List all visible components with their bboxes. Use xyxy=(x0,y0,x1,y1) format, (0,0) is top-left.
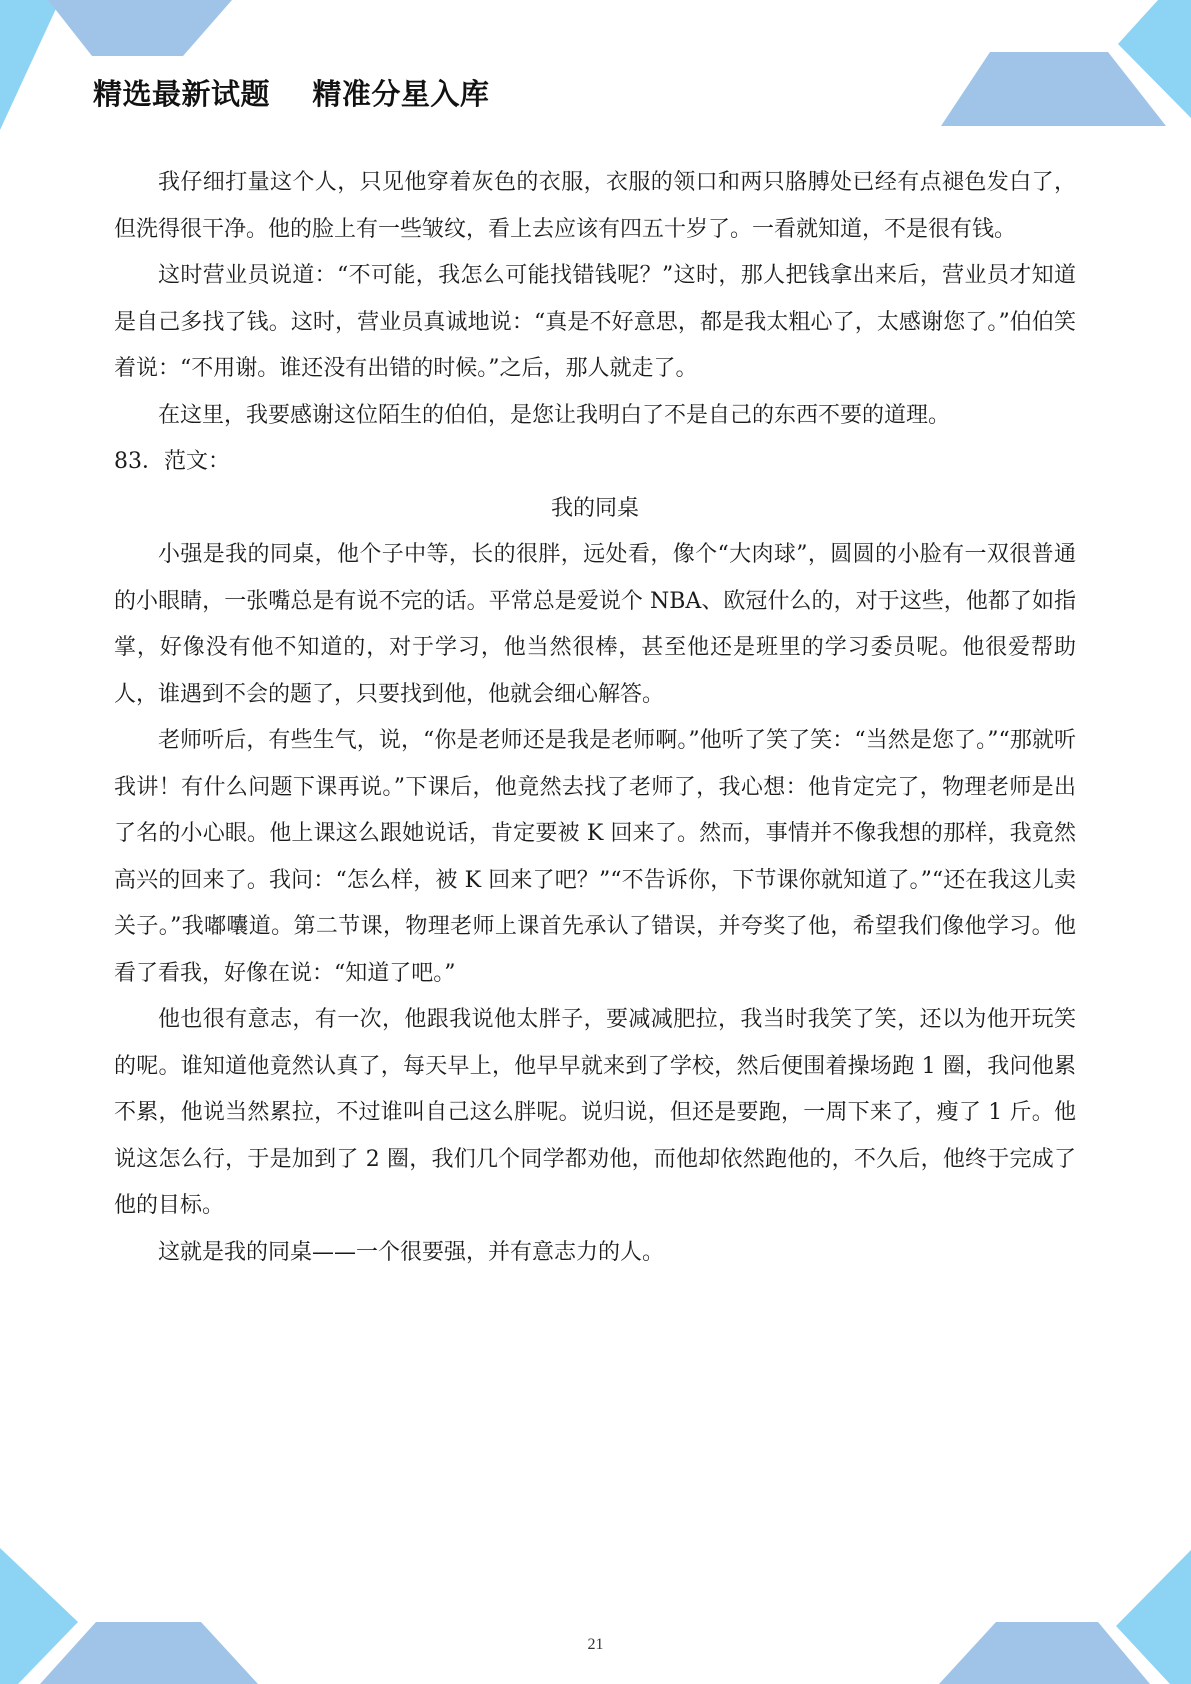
essay-paragraph-2: 老师听后，有些生气，说，“你是老师还是我是老师啊。”他听了笑了笑：“当然是您了。”“那就听我讲！有什么问题下课再说。”下课后，他竟然去找了老师了，我心想：他肯定完了，物理老师是出了名的小心眼。他上课这么跟她说话，肯定要被 K 回来了。然而，事情并不像我想的那样，我竟然高兴的回来了。我问：“怎么样，被 K 回来了吧？”“不告诉你，下节课你就知道了。”“还在我这儿卖关子。”我嘟囔道。第二节课，物理老师上课首先承认了错误，并夸奖了他，希望我们像他学习。他看了看我，好像在说：“知道了吧。” xyxy=(114,728,1076,986)
decor-top-left-triangle xyxy=(0,0,60,130)
story-paragraph-1: 我仔细打量这个人，只见他穿着灰色的衣服，衣服的领口和两只胳膊处已经有点褪色发白了，但洗得很干净。他的脸上有一些皱纹，看上去应该有四五十岁了。一看就知道，不是很有钱。 xyxy=(114,170,1076,242)
question-label: 83．范文： xyxy=(114,449,230,474)
essay-paragraph-1: 小强是我的同桌，他个子中等，长的很胖，远处看，像个“大肉球”，圆圆的小脸有一双很普通的小眼睛，一张嘴总是有说不完的话。平常总是爱说个 NBA、欧冠什么的，对于这些，他都了如指掌，好像没有他不知道的，对于学习，他当然很棒，甚至他还是班里的学习委员呢。他很爱帮助人，谁遇到不会的题了，只要找到他，他就会细心解答。 xyxy=(114,542,1076,707)
document-body xyxy=(114,160,1076,1276)
story-paragraph-2: 这时营业员说道：“不可能，我怎么可能找错钱呢？”这时，那人把钱拿出来后，营业员才知道是自己多找了钱。这时，营业员真诚地说：“真是不好意思，都是我太粗心了，太感谢您了。”伯伯笑着说：“不用谢。谁还没有出错的时候。”之后，那人就走了。 xyxy=(114,263,1076,381)
decor-top-right-trapezoid xyxy=(941,52,1166,126)
essay-title: 我的同桌 xyxy=(550,495,639,521)
page-number: 21 xyxy=(587,1636,604,1653)
decor-bottom-left-triangle xyxy=(0,1548,78,1684)
decor-bottom-right-triangle xyxy=(1116,1550,1191,1684)
story-paragraph-3: 在这里，我要感谢这位陌生的伯伯，是您让我明白了不是自己的东西不要的道理。 xyxy=(158,402,951,428)
essay-paragraph-4: 这就是我的同桌——一个很要强，并有意志力的人。 xyxy=(158,1239,665,1265)
essay-paragraph-3: 他也很有意志，有一次，他跟我说他太胖子，要减减肥拉，我当时我笑了笑，还以为他开玩笑的呢。谁知道他竟然认真了，每天早上，他早早就来到了学校，然后便围着操场跑 1 圈，我问他累不累，他说当然累拉，不过谁叫自己这么胖呢。说归说，但还是要跑，一周下来了，瘦了 1 斤。他说这怎么行，于是加到了 2 圈，我们几个同学都劝他，而他却依然跑他的，不久后，他终于完成了他的目标。 xyxy=(114,1007,1076,1218)
decor-top-right-triangle xyxy=(1118,0,1191,118)
header-title: 精选最新试题 精准分星入库 xyxy=(93,77,490,111)
decor-top-left-trapezoid xyxy=(48,0,232,56)
